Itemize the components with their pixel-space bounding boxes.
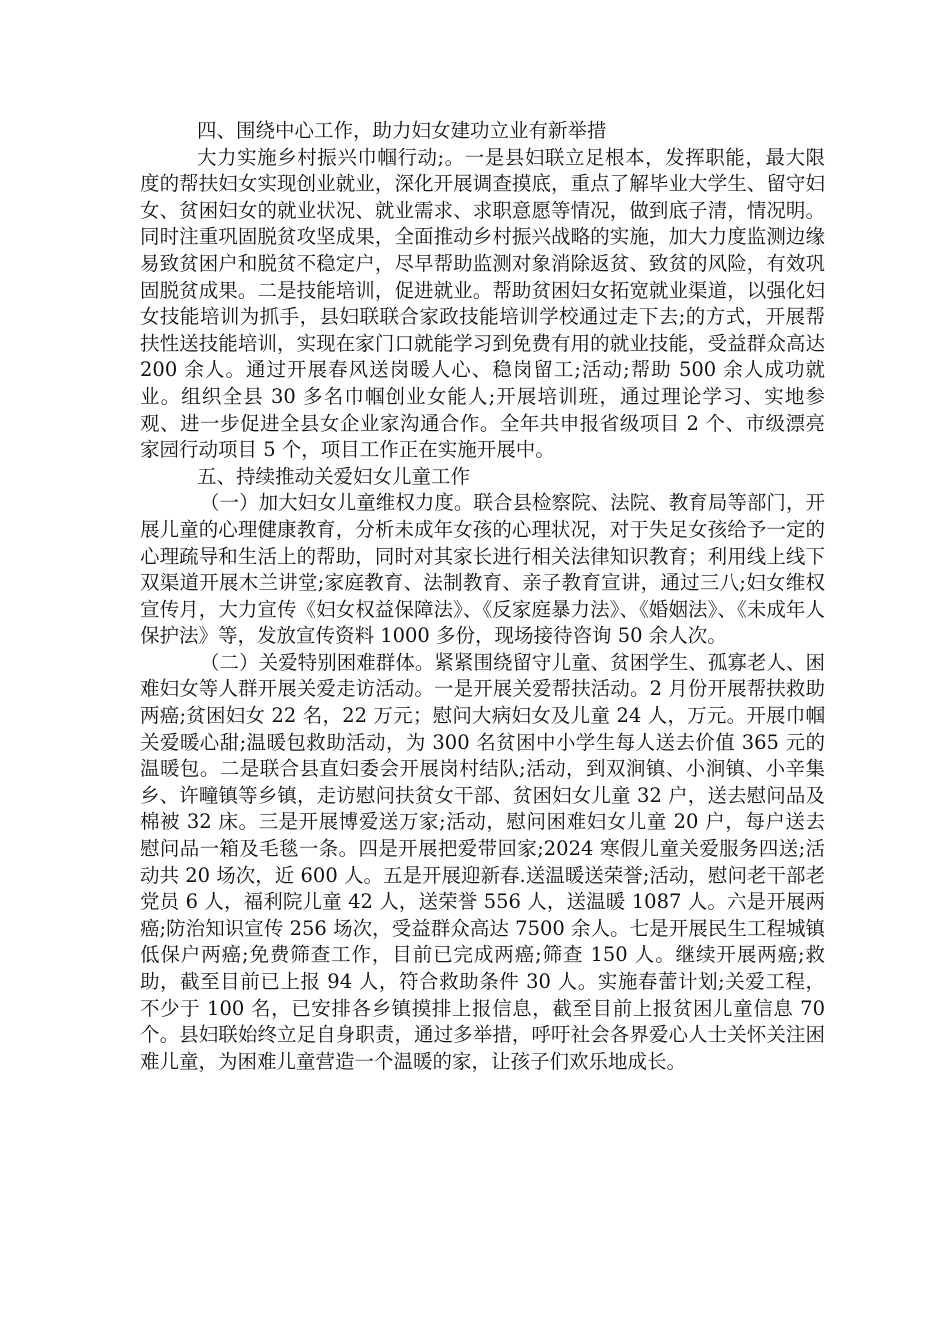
section-5-heading: 五、持续推动关爱妇女儿童工作 — [197, 464, 471, 488]
section-5-subsection-1: （一）加大妇女儿童维权力度。联合县检察院、法院、教育局等部门，开展儿童的心理健康教育，分析未成年女孩的心理状况，对于失足女孩给予一定的心理疏导和生活上的帮助，同时对其家长进行相关法律知识教育；利用线上线下双渠道开展木兰讲堂;家庭教育、法制教育、亲子教育宣讲，通过三八;妇女维权宣传月，大力宣传《妇女权益保障法》、《反家庭暴力法》、《婚姻法》、《未成年人保护法》等，发放宣传资料 1000 多份，现场接待咨询 50 余人次。 — [140, 491, 825, 648]
section-4-heading: 四、围绕中心工作，助力妇女建功立业有新举措 — [197, 119, 607, 142]
section-4-paragraph: 大力实施乡村振兴巾帼行动;。一是县妇联立足根本，发挥职能，最大限度的帮扶妇女实现创业就业，深化开展调查摸底，重点了解毕业大学生、留守妇女、贫困妇女的就业状况、就业需求、求职意愿等情况，做到底子清，情况明。同时注重巩固脱贫攻坚成果，全面推动乡村振兴战略的实施，加大力度监测边缘易致贫困户和脱贫不稳定户，尽早帮助监测对象消除返贫、致贫的风险，有效巩固脱贫成果。二是技能培训，促进就业。帮助贫困妇女拓宽就业渠道，以强化妇女技能培训为抓手，县妇联联合家政技能培训学校通过走下去;的方式，开展帮扶性送技能培训，实现在家门口就能学习到免费有用的就业技能，受益群众高达 200 余人。通过开展春风送岗暖人心、稳岗留工;活动;帮助 500 余人成功就业。组织全县 30 多名巾帼创业女能人;开展培训班，通过理论学习、实地参观、进一步促进全县女企业家沟通合作。全年共申报省级项目 2 个、市级漂亮家园行动项目 5 个，项目工作正在实施开展中。 — [140, 145, 825, 462]
section-5-subsection-2: （二）关爱特别困难群体。紧紧围绕留守儿童、贫困学生、孤寡老人、困难妇女等人群开展关爱走访活动。一是开展关爱帮扶活动。2 月份开展帮扶救助两癌;贫困妇女 22 名，22 万元；慰问大病妇女及儿童 24 人，万元。开展巾帼关爱暖心甜;温暖包救助活动，为 300 名贫困中小学生每人送去价值 365 元的温暖包。二是联合县直妇委会开展岗村结队;活动，到双涧镇、小涧镇、小辛集乡、许疃镇等乡镇，走访慰问扶贫女干部、贫困妇女儿童 32 户，送去慰问品及棉被 32 床。三是开展博爱送万家;活动，慰问困难妇女儿童 20 户，每户送去慰问品一箱及毛毯一条。四是开展把爱带回家;2024 寒假儿童关爱服务四送;活动共 20 场次，近 600 人。五是开展迎新春.送温暖送荣誉;活动，慰问老干部老党员 6 人，福利院儿童 42 人，送荣誉 556 人，送温暖 1087 人。六是开展两癌;防治知识宣传 256 场次，受益群众高达 7500 余人。七是开展民生工程城镇低保户两癌;免费筛查工作，目前已完成两癌;筛查 150 人。继续开展两癌;救助，截至目前已上报 94 人，符合救助条件 30 人。实施春蕾计划;关爱工程，不少于 100 名，已安排各乡镇摸排上报信息，截至目前上报贫困儿童信息 70 个。县妇联始终立足自身职责，通过多举措，呼吁社会各界爱心人士关怀关注困难儿童，为困难儿童营造一个温暖的家，让孩子们欢乐地成长。 — [140, 650, 825, 1073]
document-body — [140, 118, 825, 1075]
